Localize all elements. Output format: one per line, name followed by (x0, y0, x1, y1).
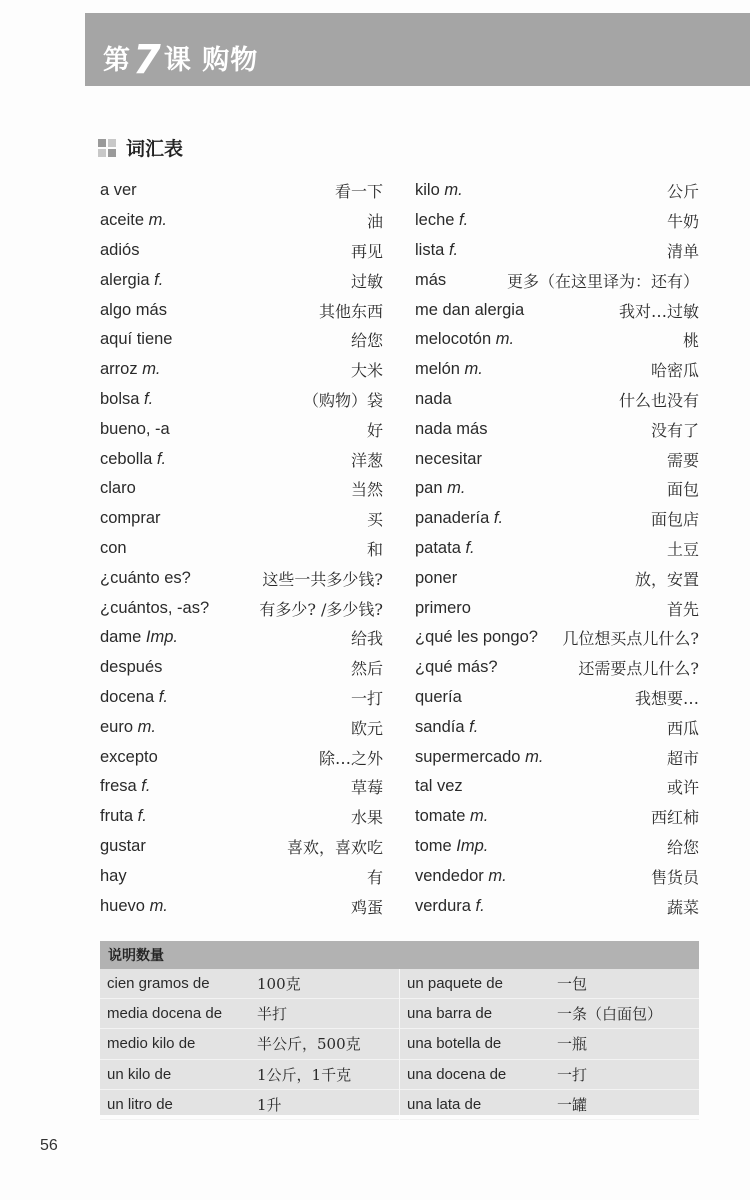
spanish-word: algo más (100, 300, 167, 319)
part-of-speech: f. (144, 389, 154, 408)
chinese-translation: 其他东西 (318, 301, 383, 321)
vocab-entry (415, 891, 699, 921)
chinese-translation: 这些一共多少钱? (262, 569, 383, 589)
spanish-word: ¿qué les pongo? (415, 628, 538, 647)
spanish-word: euro (100, 717, 134, 736)
quantity-box-title: 说明数量 (100, 941, 699, 969)
spanish-term (415, 688, 462, 707)
chinese-translation: 好 (366, 420, 383, 440)
spanish-term (415, 658, 498, 677)
spanish-word: sandía (415, 717, 465, 736)
spanish-word: alergia (100, 270, 150, 289)
spanish-word: claro (100, 479, 136, 498)
vocab-entry (100, 742, 383, 772)
spanish-term (415, 241, 458, 260)
part-of-speech: Imp. (145, 628, 178, 647)
quantity-chinese: 半打 (257, 1005, 288, 1024)
spanish-term (100, 539, 127, 558)
quantity-chinese: 1公斤，1千克 (257, 1065, 352, 1084)
vocab-entry (415, 683, 699, 713)
chinese-translation: 给您 (350, 331, 383, 351)
spanish-term (415, 867, 507, 886)
chinese-translation: 更多（在这里译为：还有） (506, 271, 699, 291)
spanish-word: a ver (100, 181, 137, 200)
part-of-speech: f. (154, 270, 164, 289)
spanish-word: más (415, 270, 447, 289)
spanish-term (100, 897, 168, 916)
spanish-word: fruta (100, 807, 134, 826)
part-of-speech: m. (464, 360, 483, 379)
spanish-term (100, 450, 166, 469)
vocab-entry (100, 832, 383, 862)
quantity-spanish: un paquete de (407, 975, 503, 993)
vocab-entry (415, 802, 699, 832)
chinese-translation: 面包 (666, 480, 699, 500)
vocab-entry (100, 802, 383, 832)
chinese-translation: 一打 (350, 688, 383, 708)
quantity-row (400, 999, 699, 1029)
spanish-word: cebolla (100, 449, 153, 468)
spanish-word: arroz (100, 360, 138, 379)
vocab-entry (100, 623, 383, 653)
chinese-translation: 然后 (350, 659, 383, 679)
vocab-entry (100, 355, 383, 385)
chinese-translation: 当然 (350, 480, 383, 500)
spanish-term (100, 867, 127, 886)
chinese-translation: 售货员 (650, 867, 699, 887)
spanish-word: ¿qué más? (415, 658, 498, 677)
chinese-translation: 我想要… (634, 688, 699, 708)
vocab-entry (415, 414, 699, 444)
vocab-entry (415, 295, 699, 325)
spanish-term (415, 897, 485, 916)
spanish-word: hay (100, 866, 127, 885)
spanish-word: poner (415, 568, 458, 587)
chinese-translation: 西红柿 (650, 808, 699, 828)
vocab-entry (415, 176, 699, 206)
chinese-translation: 过敏 (350, 271, 383, 291)
spanish-term (415, 628, 538, 647)
vocab-entry (100, 563, 383, 593)
spanish-term (415, 420, 487, 439)
quantity-spanish: una lata de (407, 1095, 482, 1113)
vocab-entry (100, 325, 383, 355)
chinese-translation: 买 (366, 510, 383, 530)
chinese-translation: 有 (366, 867, 383, 887)
part-of-speech: f. (141, 777, 151, 796)
spanish-word: aceite (100, 211, 145, 230)
spanish-term (415, 301, 524, 320)
quantity-spanish: una botella de (407, 1035, 502, 1053)
chinese-translation: 有多少? /多少钱? (259, 599, 383, 619)
grid-squares-icon (98, 139, 116, 157)
vocab-entry (415, 832, 699, 862)
spanish-term (100, 390, 153, 409)
spanish-term (100, 241, 139, 260)
lesson-number: 7 (133, 37, 162, 83)
spanish-term (100, 628, 178, 647)
quantity-chinese: 1升 (257, 1095, 282, 1114)
part-of-speech: m. (495, 330, 515, 349)
quantity-row (100, 969, 399, 999)
vocabulary-heading (98, 134, 183, 161)
part-of-speech: f. (158, 687, 168, 706)
vocab-entry (415, 593, 699, 623)
chinese-translation: 大米 (350, 361, 383, 381)
vocab-entry (415, 534, 699, 564)
quantity-spanish: cien gramos de (107, 975, 210, 993)
vocab-entry (100, 236, 383, 266)
vocab-entry (100, 265, 383, 295)
vocab-entry (415, 206, 699, 236)
lesson-title-suffix: 课 购物 (163, 45, 259, 76)
chinese-translation: 哈密瓜 (650, 361, 699, 381)
vocab-column-right (415, 176, 699, 921)
spanish-term (100, 718, 156, 737)
spanish-term (100, 211, 167, 230)
spanish-term (415, 330, 514, 349)
spanish-term (100, 837, 146, 856)
lesson-header (85, 13, 750, 86)
part-of-speech: m. (142, 360, 161, 379)
spanish-term (100, 569, 191, 588)
spanish-term (415, 807, 488, 826)
spanish-word: bolsa (100, 389, 140, 408)
quantity-row (100, 1060, 399, 1090)
spanish-word: pan (415, 479, 443, 498)
quantity-chinese: 一打 (557, 1065, 588, 1084)
vocabulary-heading-text: 词汇表 (126, 138, 184, 160)
spanish-word: comprar (100, 509, 161, 528)
vocab-entry (415, 355, 699, 385)
part-of-speech: m. (149, 896, 168, 915)
chinese-translation: 喜欢，喜欢吃 (286, 837, 383, 857)
vocab-entry (415, 444, 699, 474)
vocab-entry (100, 653, 383, 683)
quantity-row (400, 1060, 699, 1090)
chinese-translation: 看一下 (334, 182, 383, 202)
chinese-translation: 牛奶 (666, 212, 699, 232)
chinese-translation: （购物）袋 (302, 390, 383, 410)
part-of-speech: f. (137, 807, 147, 826)
chinese-translation: 或许 (666, 778, 699, 798)
chinese-translation: 油 (366, 212, 383, 232)
chinese-translation: 还需要点儿什么? (578, 659, 699, 679)
vocab-entry (415, 236, 699, 266)
spanish-term (100, 360, 161, 379)
spanish-word: excepto (100, 747, 158, 766)
spanish-term (100, 658, 162, 677)
part-of-speech: m. (525, 747, 544, 766)
chinese-translation: 放，安置 (634, 569, 699, 589)
spanish-word: gustar (100, 836, 146, 855)
quantity-spanish: medio kilo de (107, 1035, 196, 1053)
spanish-word: primero (415, 598, 471, 617)
vocab-entry (415, 742, 699, 772)
vocab-entry (100, 712, 383, 742)
spanish-word: me dan alergia (415, 300, 525, 319)
vocab-entry (100, 861, 383, 891)
spanish-word: aquí tiene (100, 330, 173, 349)
spanish-word: bueno, -a (100, 419, 170, 438)
spanish-term (415, 718, 478, 737)
spanish-term (100, 479, 136, 498)
spanish-word: tome (415, 836, 452, 855)
spanish-term (415, 569, 457, 588)
spanish-word: melocotón (415, 330, 492, 349)
vocab-entry (415, 474, 699, 504)
spanish-term (415, 599, 471, 618)
chinese-translation: 再见 (350, 241, 383, 261)
chinese-translation: 我对…过敏 (618, 301, 699, 321)
chinese-translation: 桃 (682, 331, 699, 351)
chinese-translation: 没有了 (650, 420, 699, 440)
part-of-speech: m. (148, 211, 167, 230)
part-of-speech: m. (447, 479, 466, 498)
spanish-term (415, 539, 475, 558)
vocab-entry (100, 176, 383, 206)
spanish-word: leche (415, 211, 455, 230)
spanish-word: supermercado (415, 747, 521, 766)
quantity-row (100, 1029, 399, 1059)
spanish-word: necesitar (415, 449, 482, 468)
spanish-word: quería (415, 687, 462, 706)
spanish-word: tal vez (415, 777, 463, 796)
part-of-speech: m. (470, 807, 489, 826)
spanish-word: tomate (415, 807, 466, 826)
vocab-entry (415, 385, 699, 415)
chinese-translation: 除…之外 (318, 748, 383, 768)
part-of-speech: m. (444, 181, 463, 200)
spanish-word: lista (415, 240, 445, 259)
spanish-term (415, 390, 452, 409)
quantity-expressions-box (100, 941, 699, 1115)
vocab-entry (100, 593, 383, 623)
part-of-speech: f. (459, 211, 469, 230)
part-of-speech: f. (493, 509, 504, 528)
chinese-translation: 清单 (666, 241, 699, 261)
vocab-entry (100, 474, 383, 504)
quantity-spanish: un kilo de (107, 1065, 172, 1083)
spanish-term (100, 181, 137, 200)
spanish-term (415, 509, 503, 528)
quantity-spanish: una barra de (407, 1005, 493, 1023)
chinese-translation: 面包店 (650, 510, 699, 530)
spanish-word: patata (415, 538, 461, 557)
spanish-term (415, 211, 468, 230)
part-of-speech: m. (488, 866, 507, 885)
quantity-row (400, 1090, 699, 1120)
spanish-term (415, 450, 482, 469)
quantity-column-left (100, 969, 399, 1120)
part-of-speech: Imp. (456, 836, 489, 855)
spanish-word: ¿cuánto es? (100, 568, 191, 587)
chinese-translation: 西瓜 (666, 718, 699, 738)
spanish-term (100, 688, 168, 707)
vocab-entry (415, 861, 699, 891)
spanish-term (415, 360, 483, 379)
spanish-word: nada (415, 389, 452, 408)
vocab-entry (415, 504, 699, 534)
chinese-translation: 需要 (666, 450, 699, 470)
quantity-spanish: una docena de (407, 1065, 507, 1083)
vocab-entry (415, 623, 699, 653)
chinese-translation: 给我 (350, 629, 383, 649)
spanish-word: ¿cuántos, -as? (100, 598, 210, 617)
spanish-term (100, 420, 170, 439)
page-number: 56 (40, 1137, 58, 1154)
vocab-entry (100, 534, 383, 564)
spanish-word: nada más (415, 419, 488, 438)
chinese-translation: 和 (366, 539, 383, 559)
spanish-term (415, 748, 543, 767)
chinese-translation: 超市 (666, 748, 699, 768)
spanish-word: huevo (100, 896, 145, 915)
quantity-row (100, 999, 399, 1029)
spanish-term (100, 330, 172, 349)
chinese-translation: 给您 (666, 837, 699, 857)
vocab-entry (415, 563, 699, 593)
quantity-chinese: 一包 (557, 975, 588, 994)
vocab-entry (100, 504, 383, 534)
quantity-row (400, 1029, 699, 1059)
quantity-chinese: 100克 (257, 975, 301, 994)
vocab-entry (100, 295, 383, 325)
quantity-chinese: 半公斤，500克 (257, 1035, 361, 1054)
vocab-entry (415, 712, 699, 742)
vocab-entry (100, 891, 383, 921)
quantity-row (100, 1090, 399, 1120)
chinese-translation: 几位想买点儿什么? (562, 629, 699, 649)
part-of-speech: f. (465, 538, 475, 557)
chinese-translation: 蔬菜 (666, 897, 699, 917)
spanish-term (100, 509, 161, 528)
chinese-translation: 欧元 (350, 718, 383, 738)
vocab-entry (100, 385, 383, 415)
spanish-word: fresa (100, 777, 137, 796)
spanish-word: después (100, 658, 163, 677)
quantity-row (400, 969, 699, 999)
spanish-term (100, 271, 163, 290)
spanish-word: adiós (100, 240, 140, 259)
spanish-word: dame (100, 628, 142, 647)
spanish-term (100, 599, 209, 618)
spanish-term (100, 301, 167, 320)
spanish-term (415, 837, 488, 856)
part-of-speech: f. (156, 449, 167, 468)
chinese-translation: 鸡蛋 (350, 897, 383, 917)
chinese-translation: 草莓 (350, 778, 383, 798)
vocab-entry (415, 653, 699, 683)
vocab-entry (100, 206, 383, 236)
vocab-column-left (100, 176, 383, 921)
chinese-translation: 土豆 (666, 539, 699, 559)
vocab-entry (100, 683, 383, 713)
spanish-term (100, 748, 158, 767)
vocab-entry (415, 772, 699, 802)
chinese-translation: 水果 (350, 808, 383, 828)
spanish-term (415, 181, 463, 200)
chinese-translation: 洋葱 (350, 450, 383, 470)
spanish-word: verdura (415, 896, 471, 915)
chinese-translation: 公斤 (666, 182, 699, 202)
spanish-word: kilo (415, 181, 440, 200)
spanish-word: docena (100, 687, 155, 706)
part-of-speech: f. (469, 717, 479, 736)
chinese-translation: 什么也没有 (618, 390, 699, 410)
quantity-chinese: 一条（白面包） (557, 1005, 663, 1024)
quantity-chinese: 一瓶 (557, 1035, 588, 1054)
vocab-entry (100, 444, 383, 474)
quantity-spanish: media docena de (107, 1005, 223, 1023)
quantity-chinese: 一罐 (557, 1095, 588, 1114)
lesson-title-prefix: 第 (103, 45, 131, 76)
spanish-term (415, 479, 465, 498)
vocab-entry (100, 772, 383, 802)
chinese-translation: 首先 (666, 599, 699, 619)
vocab-entry (415, 325, 699, 355)
vocab-entry (100, 414, 383, 444)
part-of-speech: f. (448, 240, 459, 259)
spanish-word: con (100, 538, 127, 557)
spanish-term (100, 777, 150, 796)
spanish-word: vendedor (415, 866, 484, 885)
lesson-title (103, 33, 259, 83)
spanish-word: melón (415, 360, 460, 379)
part-of-speech: m. (137, 717, 156, 736)
quantity-spanish: un litro de (107, 1095, 173, 1113)
spanish-term (100, 807, 147, 826)
part-of-speech: f. (475, 896, 485, 915)
spanish-word: panadería (415, 509, 490, 528)
quantity-column-right (400, 969, 699, 1120)
spanish-term (415, 777, 463, 796)
vocab-entry (415, 265, 699, 295)
spanish-term (415, 271, 446, 290)
